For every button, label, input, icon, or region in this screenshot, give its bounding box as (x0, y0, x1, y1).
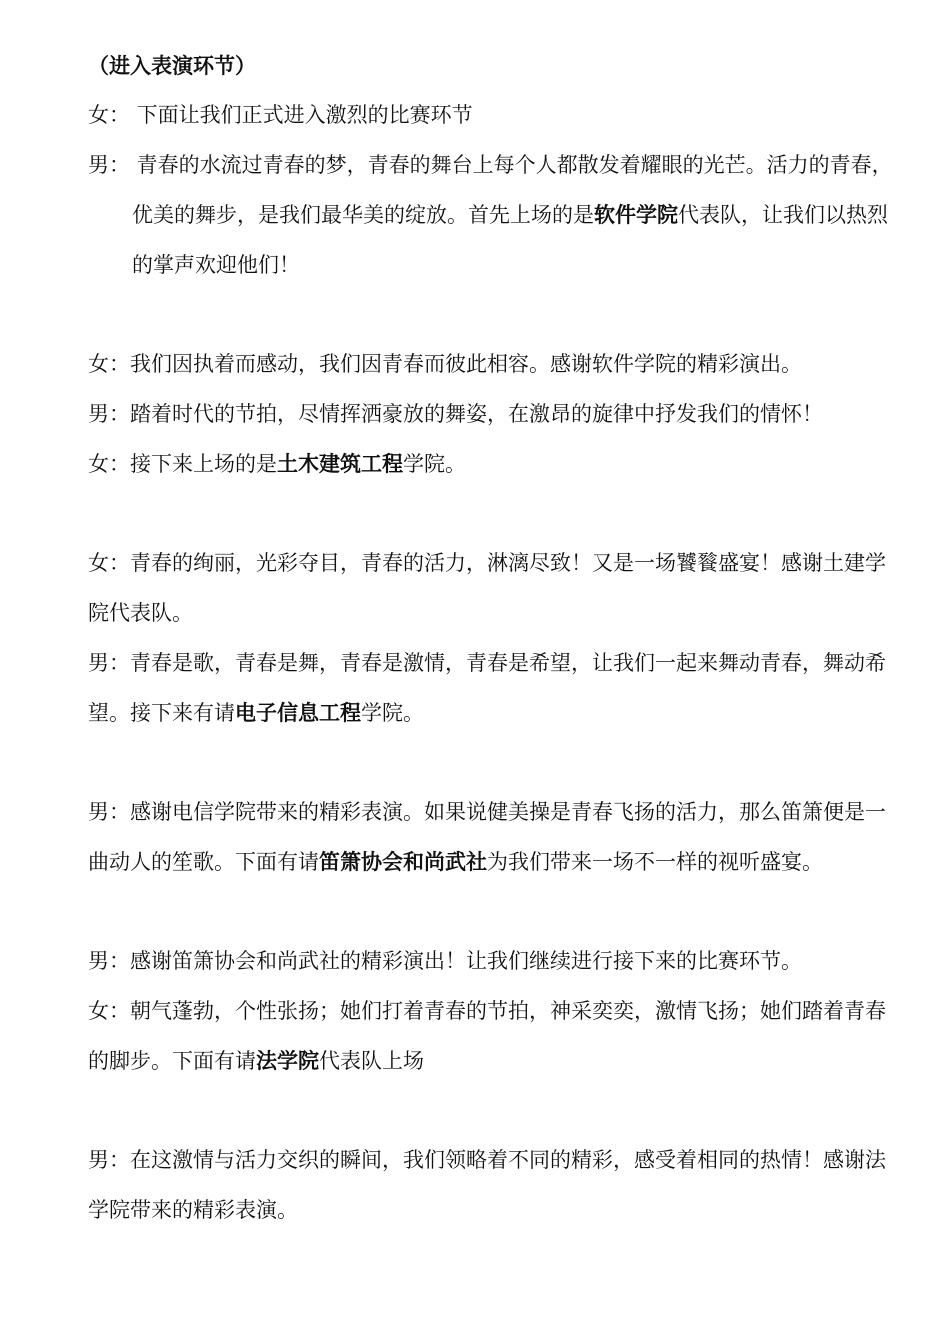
dialogue-paragraph (88, 439, 898, 489)
dialogue-text: 学院。 (403, 452, 466, 476)
speaker-label: 女： (88, 452, 130, 476)
dialogue-paragraph (88, 638, 898, 738)
dialogue-text: 接下来上场的是 (130, 452, 277, 476)
speaker-label: 男： (88, 800, 130, 824)
dialogue-text: 朝气蓬勃，个性张扬；她们打着青春的节拍，神采奕奕，激情飞扬；她们踏着青春的脚步。下面有请 (88, 999, 886, 1073)
speaker-label: 男： (88, 651, 130, 675)
team-name: 电子信息工程 (235, 701, 361, 725)
team-name: 土木建筑工程 (277, 452, 403, 476)
team-name: 笛箫协会和尚武社 (319, 850, 487, 874)
dialogue-paragraph (88, 936, 898, 986)
speaker-label: 男： (88, 949, 130, 973)
dialogue-text: 为我们带来一场不一样的视听盛宴。 (487, 850, 823, 874)
dialogue-paragraph (88, 1135, 898, 1235)
dialogue-paragraph (88, 389, 898, 439)
team-name: 软件学院 (594, 203, 678, 227)
speaker-label: 女： (88, 352, 130, 376)
section-heading: （进入表演环节） (88, 54, 256, 78)
speaker-label: 男： (88, 402, 130, 426)
dialogue-paragraph (88, 787, 898, 887)
dialogue-paragraph (88, 90, 898, 140)
dialogue-text: 下面让我们正式进入激烈的比赛环节 (130, 103, 473, 127)
dialogue-text: 踏着时代的节拍，尽情挥洒豪放的舞姿，在激昂的旋律中抒发我们的情怀！ (130, 402, 823, 426)
dialogue-text: 我们因执着而感动，我们因青春而彼此相容。感谢软件学院的精彩演出。 (130, 352, 802, 376)
dialogue-text: 感谢笛箫协会和尚武社的精彩演出！让我们继续进行接下来的比赛环节。 (130, 949, 802, 973)
dialogue-paragraph (88, 339, 898, 389)
team-name: 法学院 (256, 1049, 319, 1073)
dialogue-paragraph (88, 140, 898, 290)
dialogue-text: 青春的绚丽，光彩夺目，青春的活力，淋漓尽致！又是一场饕餮盛宴！感谢土建学院代表队。 (88, 551, 886, 625)
speaker-label: 女： (88, 103, 130, 127)
speaker-label: 男： (88, 153, 130, 177)
dialogue-text: 青春是歌，青春是舞，青春是激情，青春是希望，让我们一起来舞动青春，舞动希望。接下来有请 (88, 651, 886, 725)
dialogue-text: 代表队上场 (319, 1049, 424, 1073)
dialogue-paragraph (88, 986, 898, 1086)
dialogue-text: 学院。 (361, 701, 424, 725)
speaker-label: 女： (88, 999, 130, 1023)
dialogue-text: 代表队，让我们以热烈的掌声欢迎他们！ (132, 203, 888, 277)
dialogue-text: 青春的水流过青春的梦，青春的舞台上每个人都散发着耀眼的光芒。活力的青春，优美的舞步，是我们最华美的绽放。首先上场的是 (130, 153, 893, 227)
dialogue-text: 感谢电信学院带来的精彩表演。如果说健美操是青春飞扬的活力，那么笛箫便是一曲动人的笙歌。下面有请 (88, 800, 886, 874)
speaker-label: 女： (88, 551, 130, 575)
dialogue-text: 在这激情与活力交织的瞬间，我们领略着不同的精彩，感受着相同的热情！感谢法学院带来的精彩表演。 (88, 1148, 886, 1222)
dialogue-paragraph (88, 538, 898, 638)
speaker-label: 男： (88, 1148, 130, 1172)
